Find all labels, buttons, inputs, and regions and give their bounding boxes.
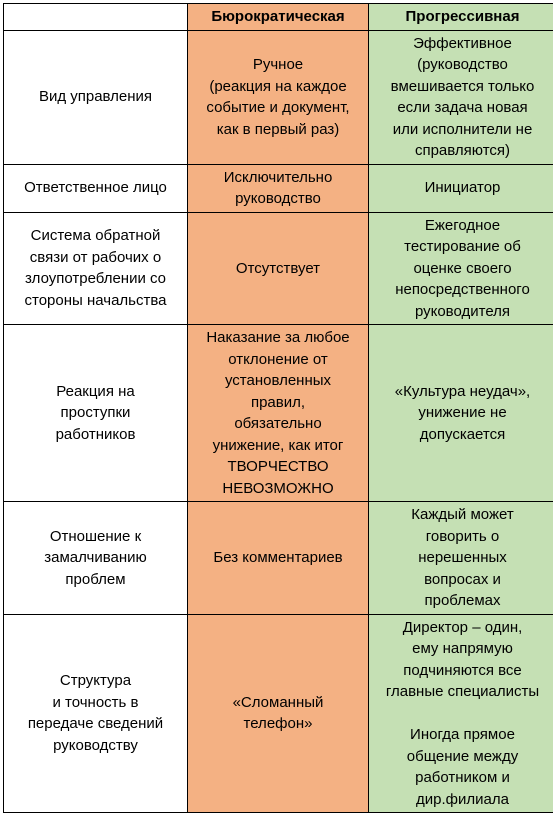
comparison-table xyxy=(3,3,553,813)
criterion-cell: Система обратной связи от рабочих о злоупотреблении со стороны начальства xyxy=(4,212,188,325)
criterion-cell: Отношение к замалчиванию проблем xyxy=(4,502,188,615)
progressive-cell: Каждый может говорить о нерешенных вопросах и проблемах xyxy=(369,502,553,615)
bureaucratic-cell: Отсутствует xyxy=(188,212,369,325)
criterion-cell: Ответственное лицо xyxy=(4,164,188,212)
criterion-cell: Структура и точность в передаче сведений руководству xyxy=(4,614,188,813)
table-row xyxy=(4,30,553,164)
progressive-cell: Ежегодное тестирование об оценке своего непосредственного руководителя xyxy=(369,212,553,325)
table-row xyxy=(4,212,553,325)
header-bureaucratic: Бюрократическая xyxy=(188,4,369,31)
table-row xyxy=(4,614,553,813)
bureaucratic-cell: Наказание за любое отклонение от установленных правил, обязательно унижение, как итог ТВОРЧЕСТВО НЕВОЗМОЖНО xyxy=(188,325,369,502)
header-progressive: Прогрессивная xyxy=(369,4,553,31)
bureaucratic-cell: Исключительно руководство xyxy=(188,164,369,212)
table-row xyxy=(4,164,553,212)
table-row xyxy=(4,502,553,615)
bureaucratic-cell: Ручное (реакция на каждое событие и документ, как в первый раз) xyxy=(188,30,369,164)
progressive-cell: Эффективное (руководство вмешивается только если задача новая или исполнители не справляются) xyxy=(369,30,553,164)
criterion-cell: Реакция на проступки работников xyxy=(4,325,188,502)
bureaucratic-cell: «Сломанный телефон» xyxy=(188,614,369,813)
progressive-cell: Директор – один, ему напрямую подчиняются все главные специалисты Иногда прямое общение между работником и дир.филиала xyxy=(369,614,553,813)
criterion-cell: Вид управления xyxy=(4,30,188,164)
header-row xyxy=(4,4,553,31)
progressive-cell: Инициатор xyxy=(369,164,553,212)
table-row xyxy=(4,325,553,502)
bureaucratic-cell: Без комментариев xyxy=(188,502,369,615)
header-empty-cell xyxy=(4,4,188,31)
progressive-cell: «Культура неудач», унижение не допускается xyxy=(369,325,553,502)
